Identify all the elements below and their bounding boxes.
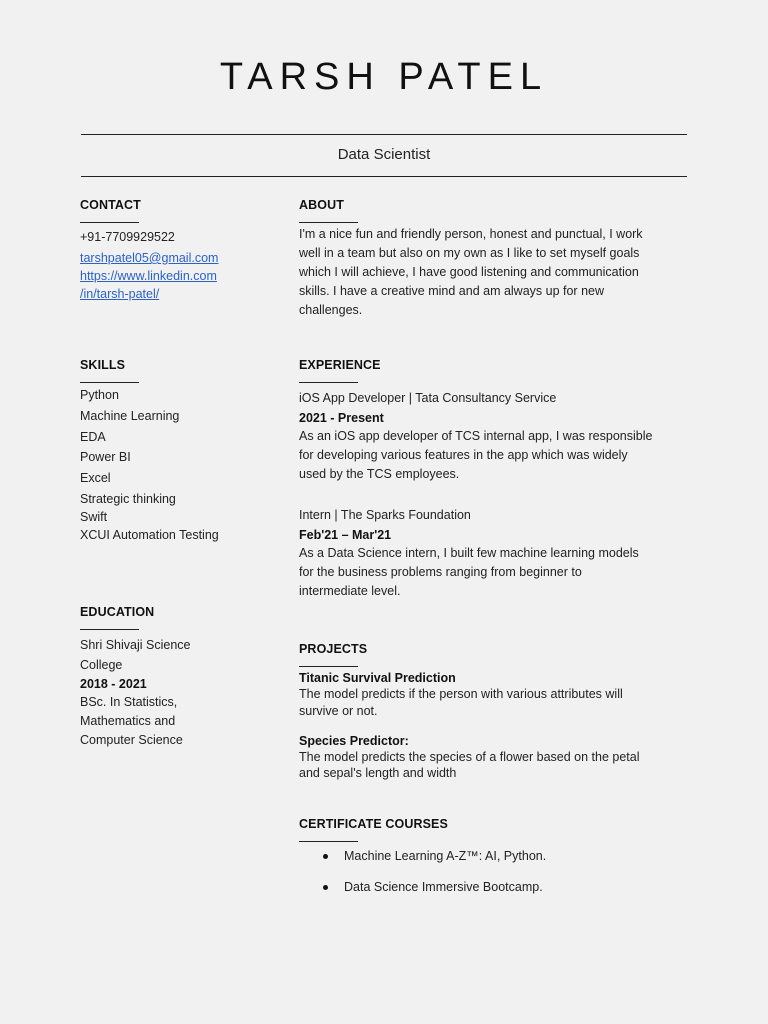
skill-item: Swift — [80, 510, 108, 524]
job-title: Intern | The Sparks Foundation — [299, 508, 471, 522]
education-section — [80, 605, 280, 750]
education-school-line1: Shri Shivaji Science — [80, 638, 191, 652]
skill-item: Strategic thinking — [80, 492, 176, 506]
job-description-line: used by the TCS employees. — [299, 467, 460, 481]
projects-heading-underline — [299, 666, 358, 667]
projects-heading: PROJECTS — [299, 642, 368, 656]
job-period: 2021 - Present — [299, 411, 384, 425]
education-years: 2018 - 2021 — [80, 677, 147, 691]
project-entry — [299, 670, 699, 720]
experience-entry — [299, 389, 699, 484]
about-section — [299, 198, 699, 320]
contact-email-link[interactable]: tarshpatel05@gmail.com — [80, 251, 219, 265]
education-heading: EDUCATION — [80, 605, 155, 619]
job-period: Feb'21 – Mar'21 — [299, 528, 392, 542]
project-title: Titanic Survival Prediction — [299, 671, 456, 685]
header-divider-top — [81, 134, 687, 135]
experience-section — [299, 358, 699, 601]
header-divider-bottom — [81, 176, 687, 177]
education-degree-line1: BSc. In Statistics, — [80, 695, 178, 709]
about-line: challenges. — [299, 303, 363, 317]
experience-heading: EXPERIENCE — [299, 358, 381, 372]
about-heading: ABOUT — [299, 198, 344, 212]
about-line: well in a team but also on my own as I like to set myself goals — [299, 246, 640, 260]
job-description-line: As a Data Science intern, I built few machine learning models — [299, 546, 639, 560]
skill-item: Python — [80, 388, 119, 402]
experience-entry — [299, 506, 699, 601]
contact-phone: +91-7709929522 — [80, 230, 175, 244]
linkedin-url-line1[interactable]: https://www.linkedin.com — [80, 269, 217, 283]
skill-item: EDA — [80, 430, 106, 444]
education-degree-line3: Computer Science — [80, 733, 183, 747]
education-school-line2: College — [80, 658, 123, 672]
project-description-line: survive or not. — [299, 704, 378, 718]
skill-item: Excel — [80, 471, 111, 485]
project-description-line: The model predicts if the person with various attributes will — [299, 687, 623, 701]
about-heading-underline — [299, 222, 358, 223]
certificates-heading-underline — [299, 841, 358, 842]
project-entry — [299, 733, 699, 781]
education-heading-underline — [80, 629, 139, 630]
certificate-item: Data Science Immersive Bootcamp. — [299, 878, 699, 896]
job-description-line: for developing various features in the app which was widely — [299, 448, 628, 462]
project-description-line: The model predicts the species of a flower based on the petal — [299, 750, 640, 764]
certificates-heading: CERTIFICATE COURSES — [299, 817, 448, 831]
certificates-list — [299, 847, 699, 896]
job-role: Data Scientist — [337, 146, 431, 163]
projects-section — [299, 642, 699, 781]
skills-heading: SKILLS — [80, 358, 126, 372]
linkedin-url-line2[interactable]: /in/tarsh-patel/ — [80, 287, 160, 301]
skills-section — [80, 358, 280, 543]
job-description-line: As an iOS app developer of TCS internal app, I was responsible — [299, 429, 653, 443]
about-line: I'm a nice fun and friendly person, honest and punctual, I work — [299, 227, 643, 241]
contact-section — [80, 198, 280, 303]
skill-item: Machine Learning — [80, 409, 180, 423]
job-title: iOS App Developer | Tata Consultancy Service — [299, 391, 557, 405]
experience-heading-underline — [299, 382, 358, 383]
project-title: Species Predictor: — [299, 734, 409, 748]
about-line: skills. I have a creative mind and am always up for new — [299, 284, 604, 298]
contact-linkedin-link[interactable] — [80, 267, 280, 303]
resume-name: TARSH PATEL — [219, 56, 549, 98]
certificates-section — [299, 817, 699, 896]
education-degree-line2: Mathematics and — [80, 714, 176, 728]
project-description-line: and sepal's length and width — [299, 766, 457, 780]
skill-item: XCUI Automation Testing — [80, 528, 219, 542]
job-description-line: for the business problems ranging from beginner to — [299, 565, 582, 579]
skill-item: Power BI — [80, 450, 131, 464]
contact-heading: CONTACT — [80, 198, 141, 212]
job-description-line: intermediate level. — [299, 584, 401, 598]
contact-heading-underline — [80, 222, 139, 223]
certificate-item: Machine Learning A-Z™: AI, Python. — [299, 847, 699, 865]
about-line: which I will achieve, I have good listening and communication — [299, 265, 639, 279]
